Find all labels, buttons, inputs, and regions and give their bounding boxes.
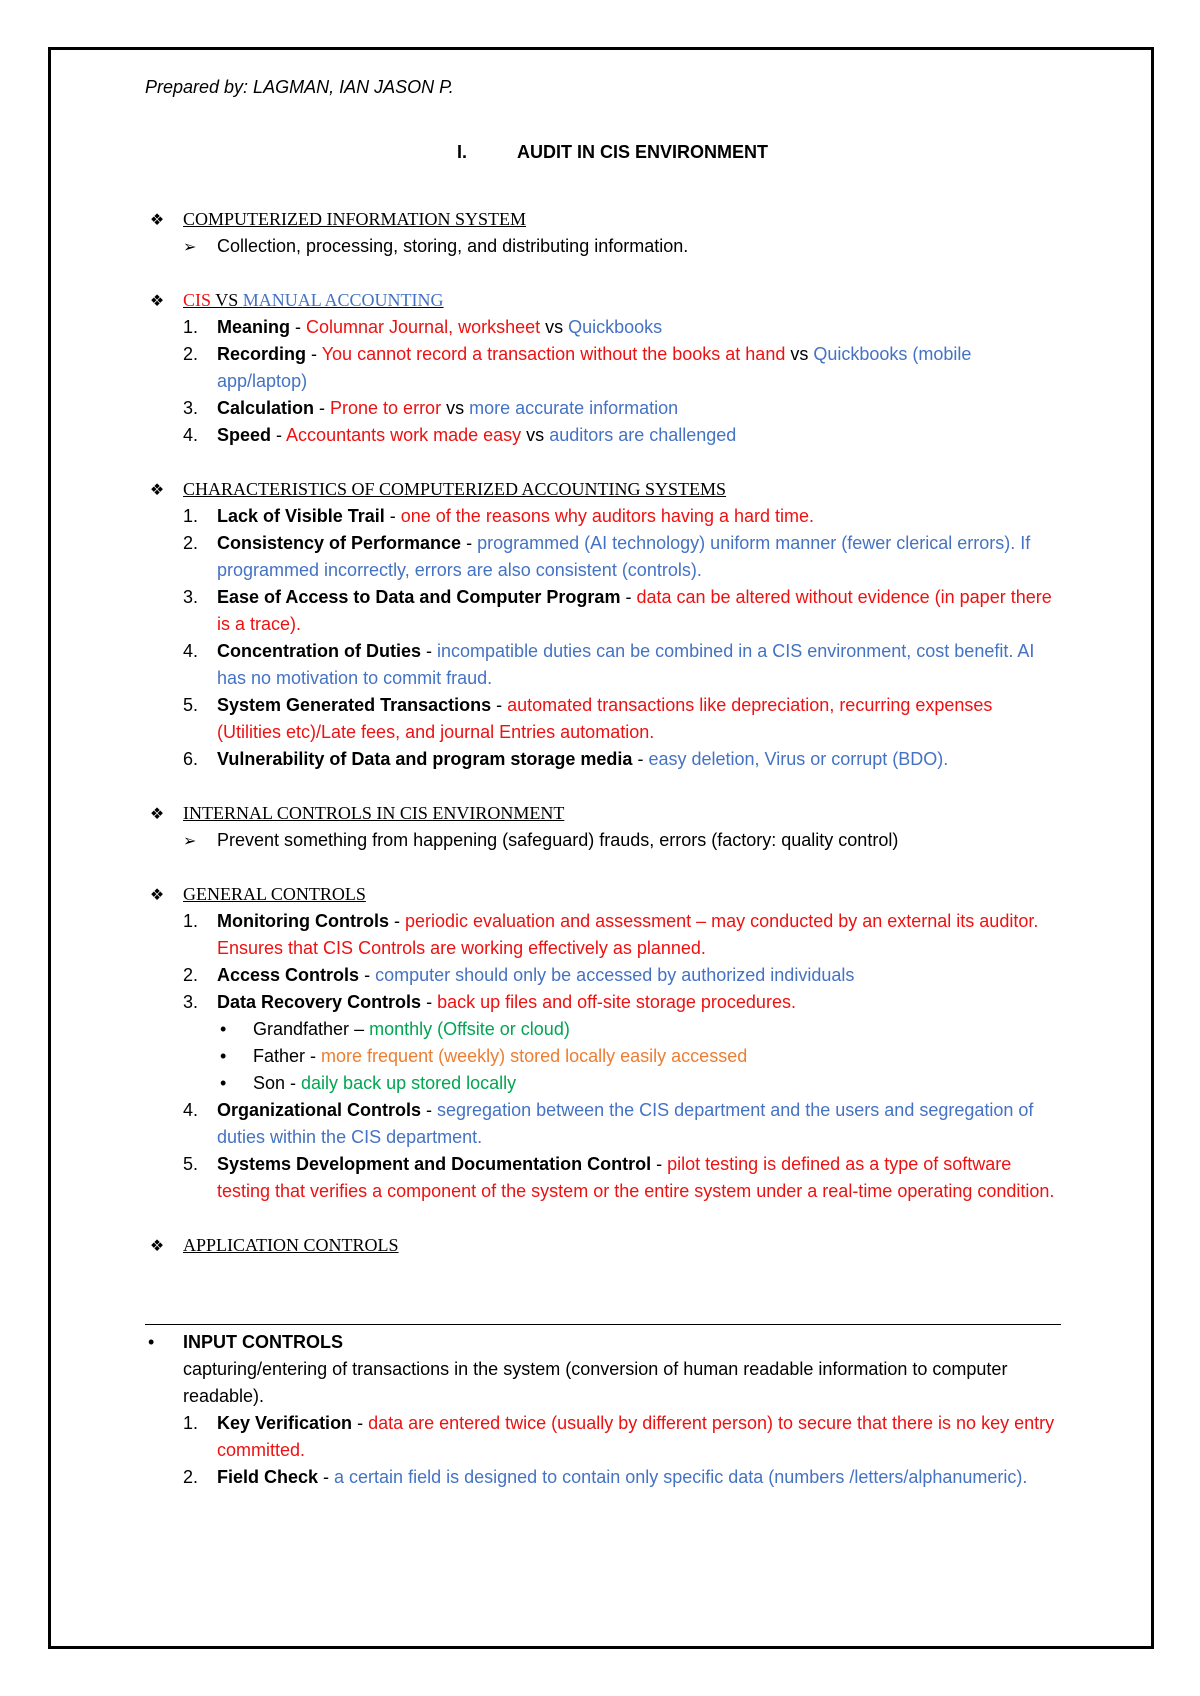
item-number: 2. <box>183 344 199 364</box>
list-item <box>145 395 1060 422</box>
backup-label: Grandfather <box>253 1019 350 1039</box>
item-number: 2. <box>183 533 199 553</box>
list-item <box>145 503 1060 530</box>
list-item <box>145 1464 1060 1491</box>
item-term: Organizational Controls <box>217 1100 422 1120</box>
list-item <box>145 1151 1060 1205</box>
item-term: Calculation <box>217 398 315 418</box>
item-number: 5. <box>183 695 199 715</box>
item-manual-text: Quickbooks (mobile app/laptop) <box>217 344 972 391</box>
diamond-bullet-icon: ❖ <box>149 885 165 904</box>
backup-sep: – <box>349 1019 370 1039</box>
item-sep: - <box>632 749 649 769</box>
bullet-dot-icon: • <box>220 1019 227 1039</box>
item-vs: vs <box>540 317 569 337</box>
section-characteristics <box>145 476 1060 773</box>
item-manual-text: more accurate information <box>469 398 679 418</box>
item-number: 4. <box>183 641 199 661</box>
item-sep: - <box>421 1100 438 1120</box>
list-item <box>145 692 1060 746</box>
item-number: 1. <box>183 317 199 337</box>
backup-item-father <box>145 1043 1060 1070</box>
list-item <box>145 341 1060 395</box>
item-sep: - <box>651 1154 668 1174</box>
input-controls-list <box>145 1410 1060 1491</box>
list-item <box>145 1410 1060 1464</box>
item-term: Field Check <box>217 1467 319 1487</box>
section-heading <box>145 476 1060 503</box>
horizontal-rule <box>145 1324 1061 1325</box>
backup-sep: - <box>305 1046 322 1066</box>
list-item <box>145 746 1060 773</box>
heading-vs: VS <box>211 290 243 310</box>
item-cis-text: You cannot record a transaction without the books at hand <box>321 344 786 364</box>
arrow-bullet-icon: ➢ <box>183 237 197 256</box>
arrow-point <box>145 827 1060 854</box>
list-item <box>145 908 1060 962</box>
list-item <box>145 1097 1060 1151</box>
item-sep: - <box>352 1413 369 1433</box>
section-heading-text: COMPUTERIZED INFORMATION SYSTEM <box>183 209 527 229</box>
item-cis-text: Accountants work made easy <box>286 425 522 445</box>
item-number: 1. <box>183 506 199 526</box>
item-sep: - <box>421 992 438 1012</box>
item-term: Data Recovery Controls <box>217 992 422 1012</box>
item-number: 3. <box>183 398 199 418</box>
title-number: I. <box>456 142 467 162</box>
section-heading <box>145 1232 1060 1259</box>
backup-label: Father <box>253 1046 306 1066</box>
item-text: data are entered twice (usually by different person) to secure that there is no key entry committed. <box>217 1413 1055 1460</box>
list-item <box>145 530 1060 584</box>
item-cis-text: Columnar Journal, worksheet <box>306 317 541 337</box>
section-heading <box>145 287 1060 314</box>
item-text: segregation between the CIS department and the users and segregation of duties within the CIS department. <box>217 1100 1034 1147</box>
item-sep: - <box>384 506 401 526</box>
section-heading-text: CHARACTERISTICS OF COMPUTERIZED ACCOUNTING SYSTEMS <box>183 479 727 499</box>
item-sep: - <box>271 425 287 445</box>
heading-manual: MANUAL ACCOUNTING <box>242 290 444 310</box>
section-internal-controls <box>145 800 1060 854</box>
item-vs: vs <box>441 398 470 418</box>
backup-sep: - <box>285 1073 302 1093</box>
backup-text: daily back up stored locally <box>301 1073 517 1093</box>
section-computerized-information-system <box>145 206 1060 260</box>
input-controls-block <box>145 1329 1060 1491</box>
section-heading <box>145 206 1060 233</box>
prepared-by: Prepared by: LAGMAN, IAN JASON P. <box>145 77 454 97</box>
item-cis-text: Prone to error <box>330 398 442 418</box>
list-item <box>145 989 1060 1016</box>
item-term: Ease of Access to Data and Computer Program <box>217 587 621 607</box>
diamond-bullet-icon: ❖ <box>149 480 165 499</box>
item-number: 2. <box>183 965 199 985</box>
item-sep: - <box>491 695 508 715</box>
item-term: Consistency of Performance <box>217 533 462 553</box>
item-text: a certain field is designed to contain only specific data (numbers /letters/alphanumeric). <box>334 1467 1028 1487</box>
arrow-point <box>145 233 1060 260</box>
item-text: programmed (AI technology) uniform manner (fewer clerical errors). If programmed incorrectly, errors are also consistent (controls). <box>217 533 1031 580</box>
item-number: 1. <box>183 911 199 931</box>
item-text: incompatible duties can be combined in a CIS environment, cost benefit. AI has no motivation to commit fraud. <box>217 641 1035 688</box>
item-sep: - <box>290 317 307 337</box>
item-sep: - <box>359 965 376 985</box>
item-text: periodic evaluation and assessment – may conducted by an external its auditor. Ensures that CIS Controls are working effectively as planned. <box>217 911 1039 958</box>
section-general-controls <box>145 881 1060 1205</box>
item-text: pilot testing is defined as a type of software testing that verifies a component of the system or the entire system under a real-time operating condition. <box>217 1154 1055 1201</box>
item-sep: - <box>620 587 637 607</box>
item-term: Recording <box>217 344 307 364</box>
item-sep: - <box>461 533 478 553</box>
item-number: 2. <box>183 1467 199 1487</box>
item-term: Meaning <box>217 317 291 337</box>
item-text: computer should only be accessed by authorized individuals <box>375 965 855 985</box>
item-vs: vs <box>785 344 814 364</box>
backup-item-grandfather <box>145 1016 1060 1043</box>
item-term: Access Controls <box>217 965 360 985</box>
item-term: Concentration of Duties <box>217 641 422 661</box>
section-heading <box>145 800 1060 827</box>
heading-cis: CIS <box>183 290 212 310</box>
list-item <box>145 584 1060 638</box>
section-heading-text: INTERNAL CONTROLS IN CIS ENVIRONMENT <box>183 803 565 823</box>
list-item <box>145 962 1060 989</box>
item-text: back up files and off-site storage procedures. <box>437 992 796 1012</box>
item-term: Key Verification <box>217 1413 353 1433</box>
diamond-bullet-icon: ❖ <box>149 1236 165 1255</box>
list-item <box>145 422 1060 449</box>
section-application-controls <box>145 1232 1060 1259</box>
item-manual-text: Quickbooks <box>568 317 663 337</box>
section-heading-text: GENERAL CONTROLS <box>183 884 366 904</box>
item-term: Lack of Visible Trail <box>217 506 385 526</box>
item-number: 5. <box>183 1154 199 1174</box>
input-controls-heading <box>145 1329 1060 1356</box>
item-text: one of the reasons why auditors having a hard time. <box>400 506 814 526</box>
bullet-dot-icon: • <box>220 1046 227 1066</box>
item-number: 4. <box>183 425 199 445</box>
backup-label: Son <box>253 1073 286 1093</box>
characteristics-list <box>145 503 1060 773</box>
item-text: automated transactions like depreciation, recurring expenses (Utilities etc)/Late fees, and journal Entries automation. <box>217 695 993 742</box>
point-text: Collection, processing, storing, and distributing information. <box>217 236 689 256</box>
document-body <box>145 74 1060 1286</box>
backup-text: monthly (Offsite or cloud) <box>369 1019 570 1039</box>
page-title <box>145 139 1060 166</box>
item-term: Speed <box>217 425 272 445</box>
item-sep: - <box>314 398 331 418</box>
diamond-bullet-icon: ❖ <box>149 804 165 823</box>
backup-text: more frequent (weekly) stored locally easily accessed <box>321 1046 748 1066</box>
arrow-bullet-icon: ➢ <box>183 831 197 850</box>
list-item <box>145 638 1060 692</box>
item-term: Vulnerability of Data and program storage media <box>217 749 633 769</box>
general-controls-list <box>145 908 1060 1016</box>
bullet-dot-icon: • <box>148 1332 155 1352</box>
item-manual-text: auditors are challenged <box>549 425 737 445</box>
section-cis-vs-manual <box>145 287 1060 449</box>
item-term: Monitoring Controls <box>217 911 389 931</box>
item-number: 1. <box>183 1413 199 1433</box>
bullet-dot-icon: • <box>220 1073 227 1093</box>
item-number: 3. <box>183 587 199 607</box>
input-controls-description: capturing/entering of transactions in the system (conversion of human readable information to computer readable). <box>183 1359 1008 1406</box>
item-sep: - <box>421 641 438 661</box>
item-term: Systems Development and Documentation Control <box>217 1154 652 1174</box>
section-heading-text: APPLICATION CONTROLS <box>183 1235 399 1255</box>
comparison-list <box>145 314 1060 449</box>
list-item <box>145 314 1060 341</box>
item-sep: - <box>318 1467 335 1487</box>
item-number: 6. <box>183 749 199 769</box>
general-controls-list-cont <box>145 1097 1060 1205</box>
item-term: System Generated Transactions <box>217 695 492 715</box>
backup-item-son <box>145 1070 1060 1097</box>
item-sep: - <box>306 344 322 364</box>
item-sep: - <box>388 911 405 931</box>
title-text: AUDIT IN CIS ENVIRONMENT <box>516 142 768 162</box>
input-controls-title: INPUT CONTROLS <box>183 1332 343 1352</box>
diamond-bullet-icon: ❖ <box>149 291 165 310</box>
point-text: Prevent something from happening (safeguard) frauds, errors (factory: quality control) <box>217 830 899 850</box>
item-text: data can be altered without evidence (in paper there is a trace). <box>217 587 1052 634</box>
diamond-bullet-icon: ❖ <box>149 210 165 229</box>
item-number: 4. <box>183 1100 199 1120</box>
item-vs: vs <box>521 425 550 445</box>
item-text: easy deletion, Virus or corrupt (BDO). <box>648 749 949 769</box>
item-number: 3. <box>183 992 199 1012</box>
section-heading <box>145 881 1060 908</box>
